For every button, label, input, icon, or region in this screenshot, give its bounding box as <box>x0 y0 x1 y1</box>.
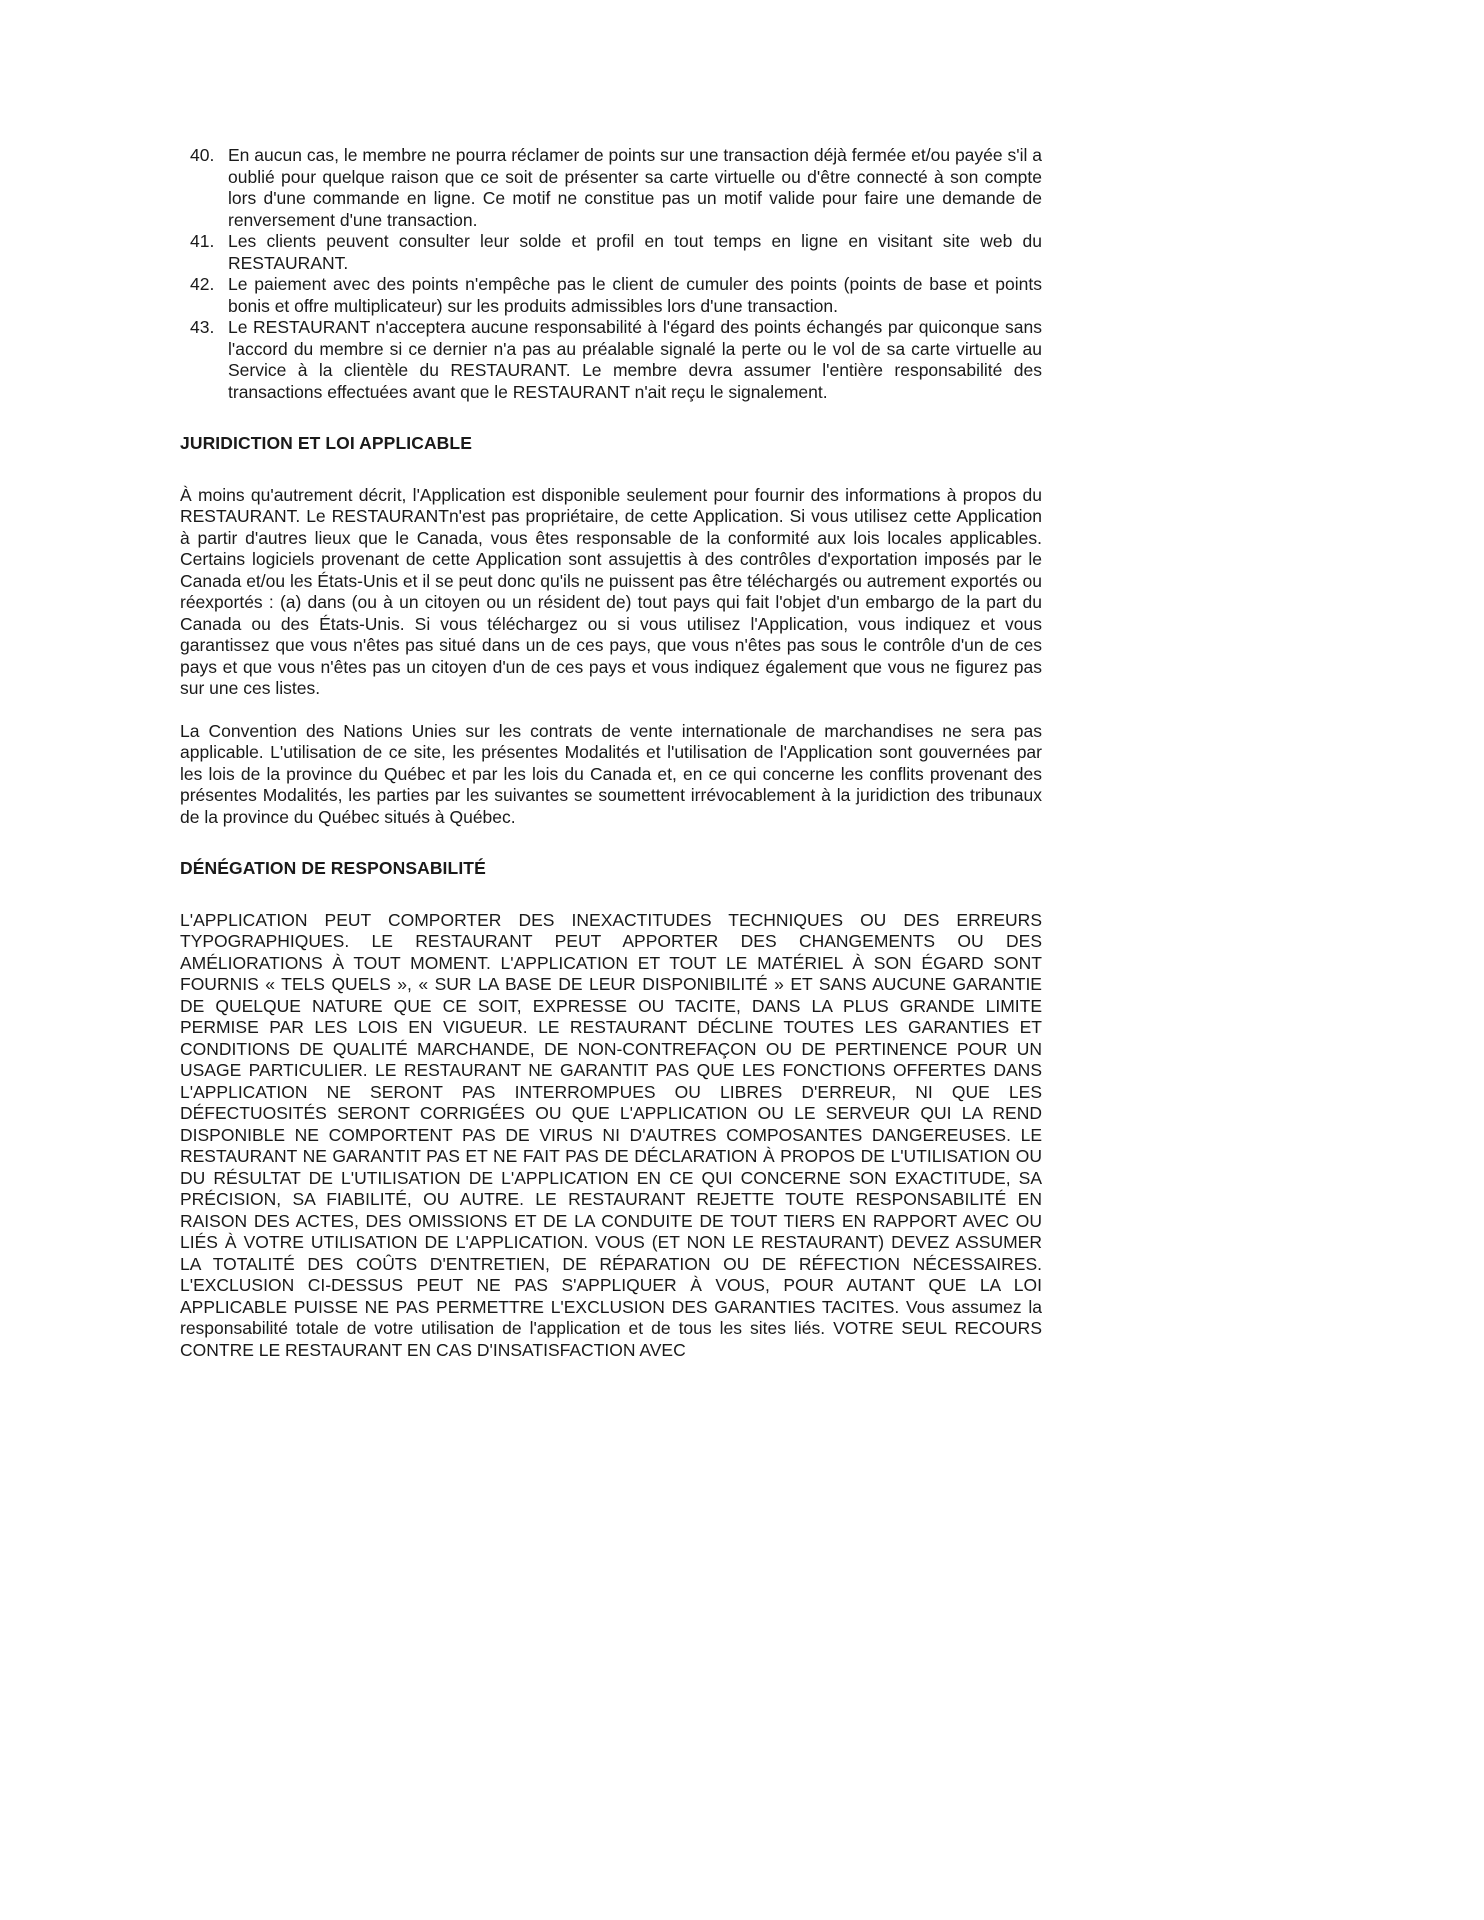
paragraph: À moins qu'autrement décrit, l'Application est disponible seulement pour fournir des informations à propos du RESTAURANT. Le RESTAURANTn'est pas propriétaire, de cette Application. Si vous utilisez cette Application à partir d'autres lieux que le Canada, vous êtes responsable de la conformité aux lois locales applicables. Certains logiciels provenant de cette Application sont assujettis à des contrôles d'exportation imposés par le Canada et/ou les États-Unis et il se peut donc qu'ils ne puissent pas être téléchargés ou autrement exportés ou réexportés : (a) dans (ou à un citoyen ou un résident de) tout pays qui fait l'objet d'un embargo de la part du Canada ou des États-Unis. Si vous téléchargez ou si vous utilisez l'Application, vous indiquez et vous garantissez que vous n'êtes pas situé dans un de ces pays, que vous n'êtes pas sous le contrôle d'un de ces pays et que vous n'êtes pas un citoyen d'un de ces pays et vous indiquez également que vous ne figurez pas sur une ces listes. <box>180 484 1042 698</box>
section-heading-denegation: DÉNÉGATION DE RESPONSABILITÉ <box>180 858 486 878</box>
section-jurisdiction <box>180 433 1042 828</box>
terms-list <box>180 145 1042 403</box>
section-denegation <box>180 858 1042 1361</box>
paragraph: L'APPLICATION PEUT COMPORTER DES INEXACTITUDES TECHNIQUES OU DES ERREURS TYPOGRAPHIQUES. LE RESTAURANT PEUT APPORTER DES CHANGEMENTS OU DES AMÉLIORATIONS À TOUT MOMENT. L'APPLICATION ET TOUT LE MATÉRIEL À SON ÉGARD SONT FOURNIS « TELS QUELS », « SUR LA BASE DE LEUR DISPONIBILITÉ » ET SANS AUCUNE GARANTIE DE QUELQUE NATURE QUE CE SOIT, EXPRESSE OU TACITE, DANS LA PLUS GRANDE LIMITE PERMISE PAR LES LOIS EN VIGUEUR. LE RESTAURANT DÉCLINE TOUTES LES GARANTIES ET CONDITIONS DE QUALITÉ MARCHANDE, DE NON-CONTREFAÇON OU DE PERTINENCE POUR UN USAGE PARTICULIER. LE RESTAURANT NE GARANTIT PAS QUE LES FONCTIONS OFFERTES DANS L'APPLICATION NE SERONT PAS INTERROMPUES OU LIBRES D'ERREUR, NI QUE LES DÉFECTUOSITÉS SERONT CORRIGÉES OU QUE L'APPLICATION OU LE SERVEUR QUI LA REND DISPONIBLE NE COMPORTENT PAS DE VIRUS NI D'AUTRES COMPOSANTES DANGEREUSES. LE RESTAURANT NE GARANTIT PAS ET NE FAIT PAS DE DÉCLARATION À PROPOS DE L'UTILISATION OU DU RÉSULTAT DE L'UTILISATION DE L'APPLICATION EN CE QUI CONCERNE SON EXACTITUDE, SA PRÉCISION, SA FIABILITÉ, OU AUTRE. LE RESTAURANT REJETTE TOUTE RESPONSABILITÉ EN RAISON DES ACTES, DES OMISSIONS ET DE LA CONDUITE DE TOUT TIERS EN RAPPORT AVEC OU LIÉS À VOTRE UTILISATION DE L'APPLICATION. VOUS (ET NON LE RESTAURANT) DEVEZ ASSUMER LA TOTALITÉ DES COÛTS D'ENTRETIEN, DE RÉPARATION OU DE RÉFECTION NÉCESSAIRES. L'EXCLUSION CI-DESSUS PEUT NE PAS S'APPLIQUER À VOUS, POUR AUTANT QUE LA LOI APPLICABLE PUISSE NE PAS PERMETTRE L'EXCLUSION DES GARANTIES TACITES. Vous assumez la responsabilité totale de votre utilisation de l'application et de tous les sites liés. VOTRE SEUL RECOURS CONTRE LE RESTAURANT EN CAS D'INSATISFACTION AVEC <box>180 909 1042 1360</box>
terms-list-item-40 <box>180 145 1042 231</box>
terms-list-item-42 <box>180 274 1042 317</box>
list-item-number: 41. <box>190 231 215 251</box>
document-content <box>180 145 1042 1361</box>
list-item-number: 43. <box>190 317 215 337</box>
list-item-number: 40. <box>190 145 215 165</box>
list-item-text: Les clients peuvent consulter leur solde et profil en tout temps en ligne en visitant site web du RESTAURANT. <box>228 231 1042 273</box>
terms-list-item-43 <box>180 317 1042 403</box>
terms-list-item-41 <box>180 231 1042 274</box>
paragraph: La Convention des Nations Unies sur les contrats de vente internationale de marchandises ne sera pas applicable. L'utilisation de ce site, les présentes Modalités et l'utilisation de l'Application sont gouvernées par les lois de la province du Québec et par les lois du Canada et, en ce qui concerne les conflits provenant des présentes Modalités, les parties par les suivantes se soumettent irrévocablement à la juridiction des tribunaux de la province du Québec situés à Québec. <box>180 720 1042 827</box>
section-heading-jurisdiction: JURIDICTION ET LOI APPLICABLE <box>180 433 472 453</box>
list-item-text: Le RESTAURANT n'acceptera aucune responsabilité à l'égard des points échangés par quiconque sans l'accord du membre si ce dernier n'a pas au préalable signalé la perte ou le vol de sa carte virtuelle au Service à la clientèle du RESTAURANT. Le membre devra assumer l'entière responsabilité des transactions effectuées avant que le RESTAURANT n'ait reçu le signalement. <box>228 317 1042 402</box>
list-item-text: Le paiement avec des points n'empêche pas le client de cumuler des points (points de base et points bonis et offre multiplicateur) sur les produits admissibles lors d'une transaction. <box>228 274 1042 316</box>
list-item-text: En aucun cas, le membre ne pourra réclamer de points sur une transaction déjà fermée et/ou payée s'il a oublié pour quelque raison que ce soit de présenter sa carte virtuelle ou d'être connecté à son compte lors d'une commande en ligne. Ce motif ne constitue pas un motif valide pour faire une demande de renversement d'une transaction. <box>228 145 1042 230</box>
list-item-number: 42. <box>190 274 215 294</box>
